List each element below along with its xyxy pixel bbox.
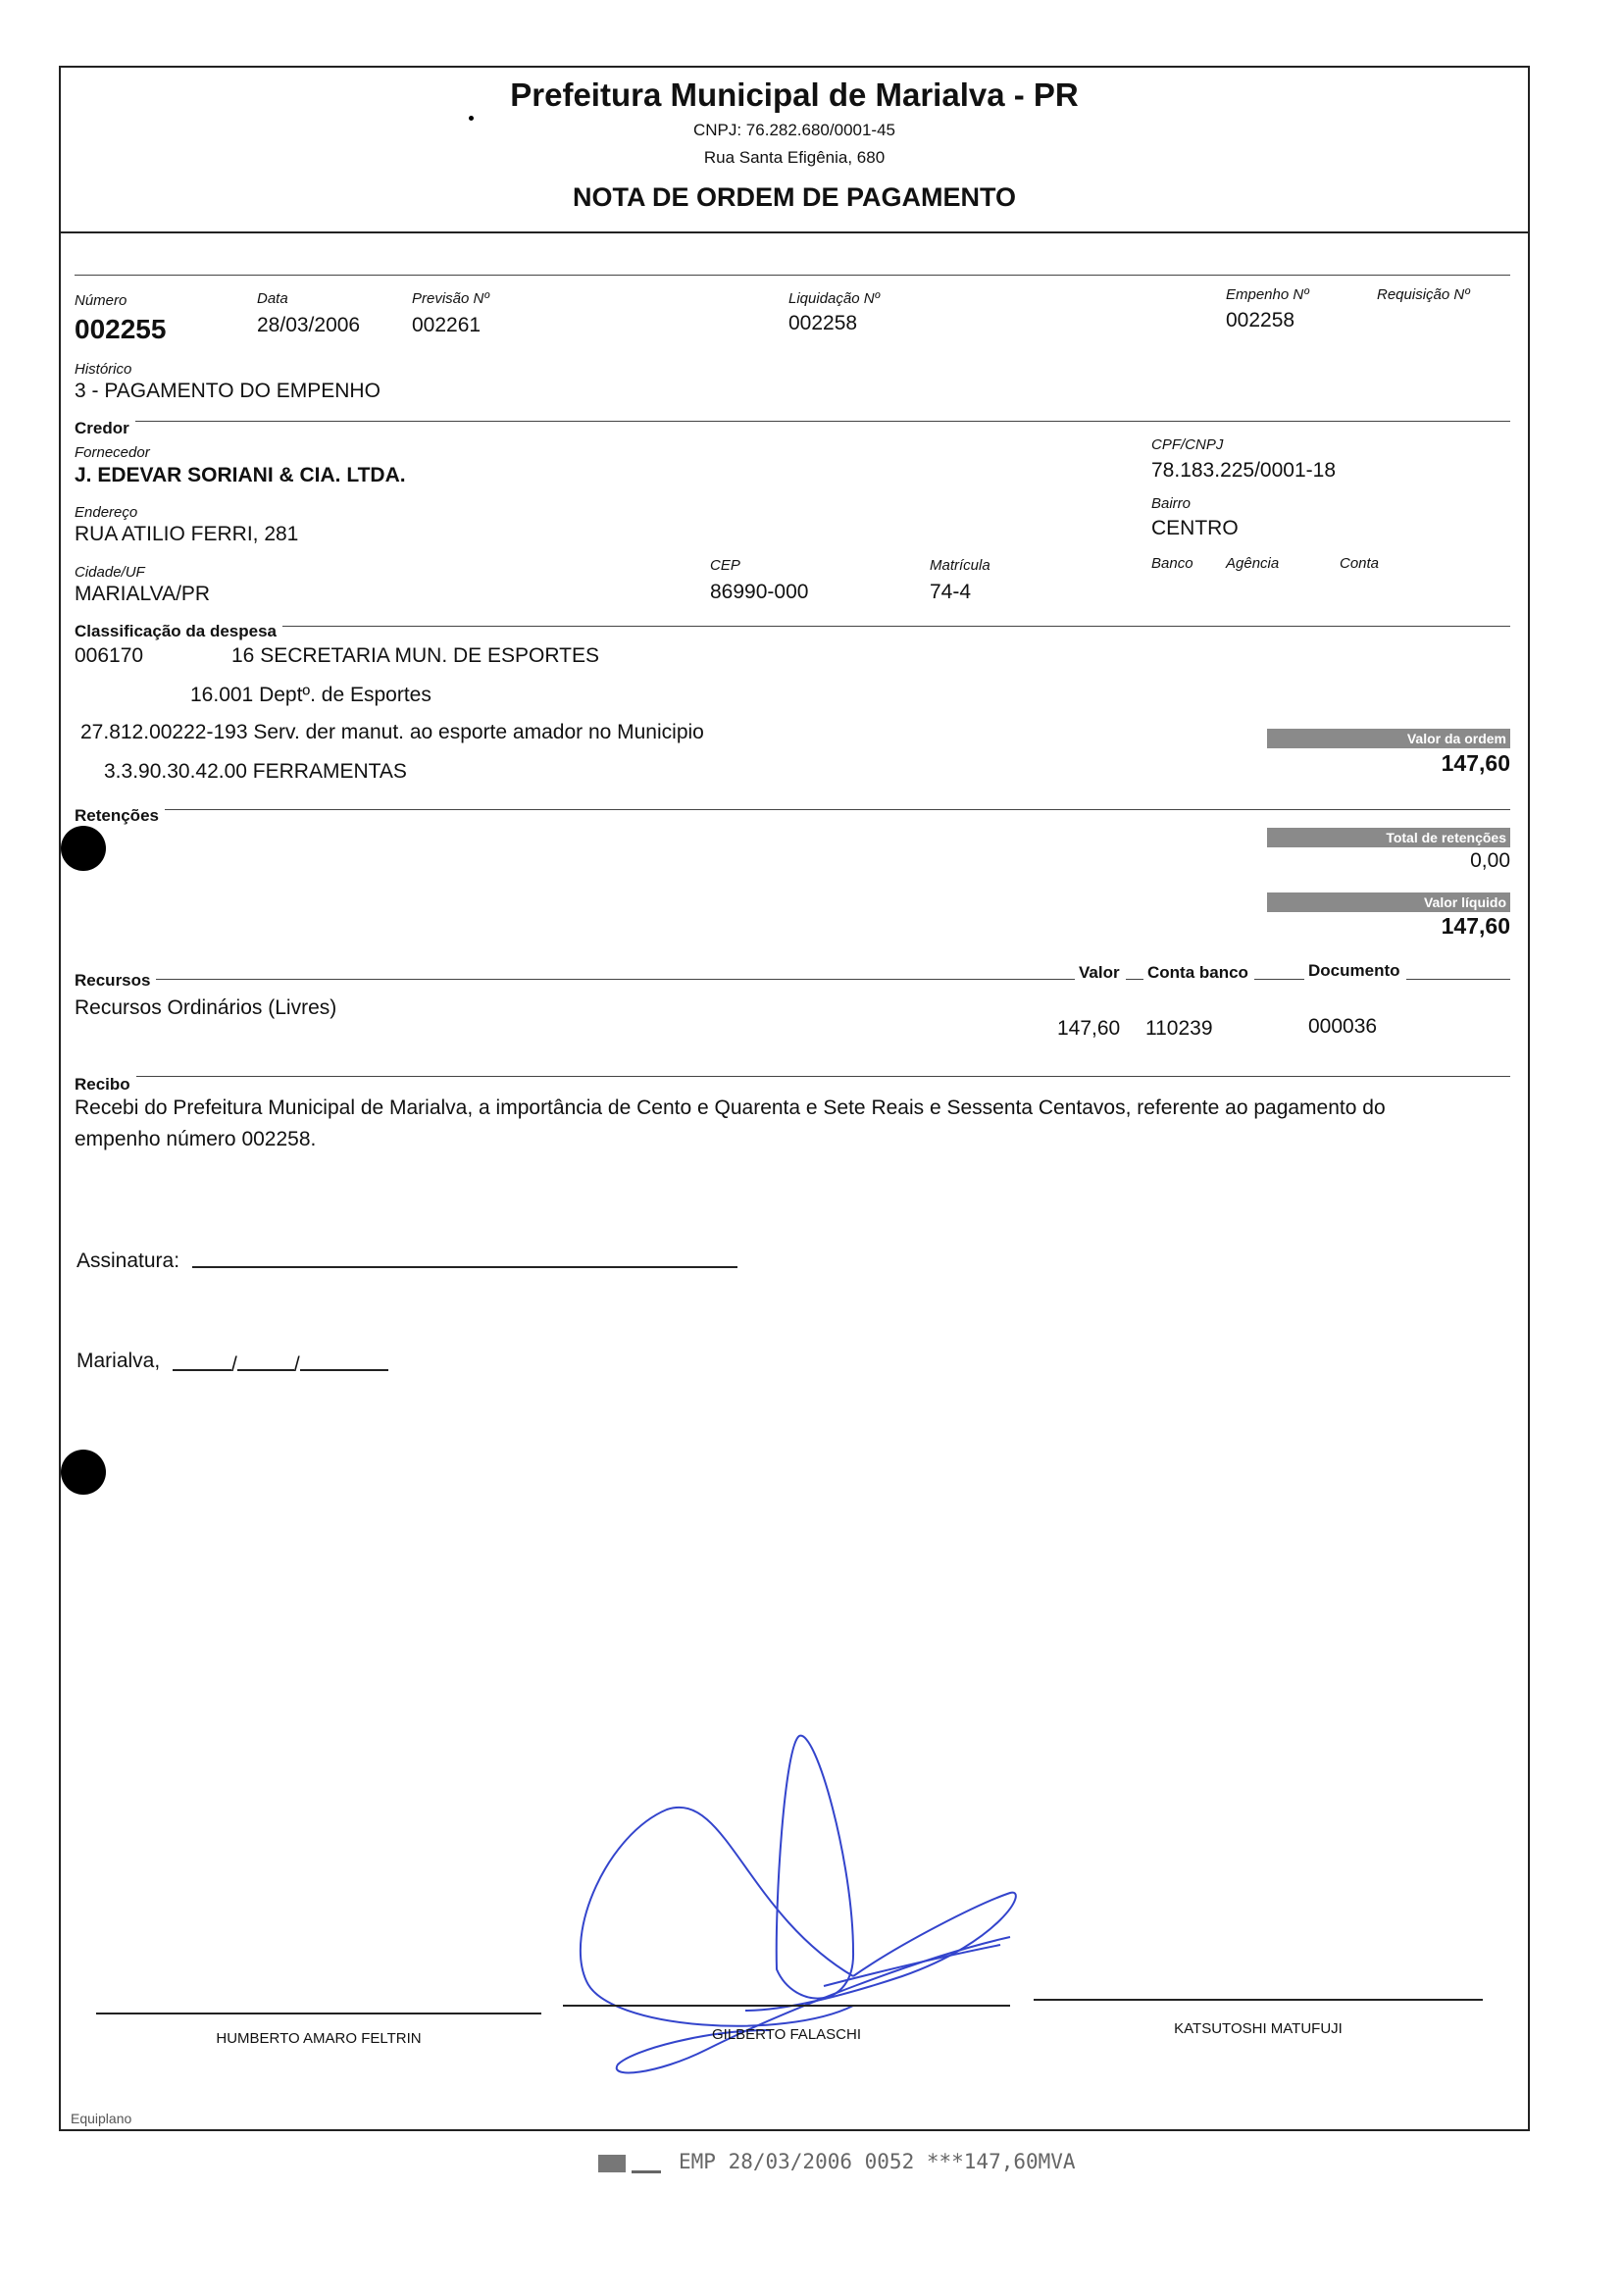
recursos-conta-label: Conta banco (1143, 963, 1254, 983)
local-label: Marialva, (76, 1350, 161, 1372)
valor-liquido-value: 147,60 (1441, 913, 1510, 939)
fornecedor-value: J. EDEVAR SORIANI & CIA. LTDA. (75, 464, 406, 486)
data-value: 28/03/2006 (257, 314, 361, 336)
credor-section: Credor (75, 419, 135, 438)
endereco-value: RUA ATILIO FERRI, 281 (75, 523, 299, 545)
recursos-documento: 000036 (1308, 1015, 1378, 1038)
banco-label: Banco (1151, 555, 1193, 572)
recursos-valor: 147,60 (1057, 1017, 1121, 1040)
punch-hole-mark (61, 826, 106, 871)
document-title: Prefeitura Municipal de Marialva - PR (510, 76, 1079, 113)
recursos-section: Recursos (75, 971, 156, 991)
historico-label: Histórico (75, 361, 132, 378)
retencoes-rule (75, 809, 1510, 810)
cpf-value: 78.183.225/0001-18 (1151, 459, 1337, 482)
recibo-section: Recibo (75, 1075, 136, 1095)
recibo-rule (75, 1076, 1510, 1077)
data-label: Data (257, 290, 288, 307)
cep-value: 86990-000 (710, 581, 809, 603)
matricula-value: 74-4 (930, 581, 972, 603)
recursos-documento-label: Documento (1304, 961, 1406, 981)
credor-rule (75, 421, 1510, 422)
stamp-mark-2 (632, 2151, 661, 2173)
fornecedor-label: Fornecedor (75, 444, 150, 461)
cidade-value: MARIALVA/PR (75, 583, 211, 605)
liquidacao-label: Liquidação Nº (788, 290, 881, 307)
stamp-mark (598, 2155, 626, 2172)
bairro-label: Bairro (1151, 495, 1192, 512)
elemento: 3.3.90.30.42.00 FERRAMENTAS (104, 760, 407, 783)
info-top-rule (75, 275, 1510, 276)
signatory-3: KATSUTOSHI MATUFUJI (1174, 2020, 1343, 2037)
signature-line-3 (1034, 1999, 1483, 2001)
recursos-conta: 110239 (1145, 1017, 1213, 1040)
punch-hole-mark-2 (61, 1450, 106, 1495)
conta-label: Conta (1340, 555, 1380, 572)
recursos-rule (75, 979, 1510, 980)
recursos-valor-label: Valor (1075, 963, 1126, 983)
cnpj: CNPJ: 76.282.680/0001-45 (692, 121, 896, 139)
handwritten-signature (549, 1716, 1040, 2079)
empenho-value: 002258 (1226, 309, 1295, 331)
valor-liquido-label: Valor líquido (1267, 892, 1510, 912)
recibo-text-line1: Recebi do Prefeitura Municipal de Marialva, a importância de Cento e Quarenta e Sete Reais e Sessenta Centavos, referente ao pagamento do (75, 1096, 1386, 1119)
endereco-label: Endereço (75, 504, 138, 521)
bairro-value: CENTRO (1151, 517, 1239, 539)
retencoes-section: Retenções (75, 806, 165, 826)
total-retencoes-value: 0,00 (1470, 849, 1510, 872)
address: Rua Santa Efigênia, 680 (703, 148, 886, 167)
valor-ordem-value: 147,60 (1441, 750, 1510, 776)
secretaria: 16 SECRETARIA MUN. DE ESPORTES (231, 644, 599, 667)
nota-title: NOTA DE ORDEM DE PAGAMENTO (572, 182, 1016, 212)
signature-line-2 (563, 2005, 1010, 2007)
assinatura-label: Assinatura: (76, 1249, 180, 1272)
programa: 27.812.00222-193 Serv. der manut. ao esporte amador no Municipio (80, 721, 704, 743)
valor-ordem-label: Valor da ordem (1267, 729, 1510, 748)
classificacao-section: Classificação da despesa (75, 622, 282, 641)
recursos-descricao: Recursos Ordinários (Livres) (75, 996, 337, 1019)
cep-label: CEP (710, 557, 740, 574)
bank-stamp: EMP 28/03/2006 0052 ***147,60MVA (679, 2150, 1076, 2173)
requisicao-label: Requisição Nº (1377, 286, 1470, 303)
previsao-label: Previsão Nº (412, 290, 489, 307)
liquidacao-value: 002258 (788, 312, 858, 334)
empenho-label: Empenho Nº (1226, 286, 1309, 303)
classificacao-rule (75, 626, 1510, 627)
historico-value: 3 - PAGAMENTO DO EMPENHO (75, 380, 381, 402)
signatory-2: GILBERTO FALASCHI (712, 2026, 861, 2043)
previsao-value: 002261 (412, 314, 482, 336)
matricula-label: Matrícula (930, 557, 990, 574)
equiplano-brand: Equiplano (71, 2111, 132, 2126)
cpf-label: CPF/CNPJ (1151, 436, 1224, 453)
numero-label: Número (75, 292, 127, 309)
header-divider (59, 231, 1530, 233)
assinatura-line (192, 1266, 737, 1268)
total-retencoes-label: Total de retenções (1267, 828, 1510, 847)
departamento: 16.001 Deptº. de Esportes (190, 684, 431, 706)
cidade-label: Cidade/UF (75, 564, 145, 581)
recibo-text-line2: empenho número 002258. (75, 1128, 317, 1150)
signatory-1: HUMBERTO AMARO FELTRIN (216, 2030, 422, 2047)
signature-line-1 (96, 2013, 541, 2014)
classificacao-code: 006170 (75, 644, 144, 667)
numero-value: 002255 (75, 314, 167, 344)
agencia-label: Agência (1226, 555, 1280, 572)
date-blank: / / (173, 1351, 388, 1377)
